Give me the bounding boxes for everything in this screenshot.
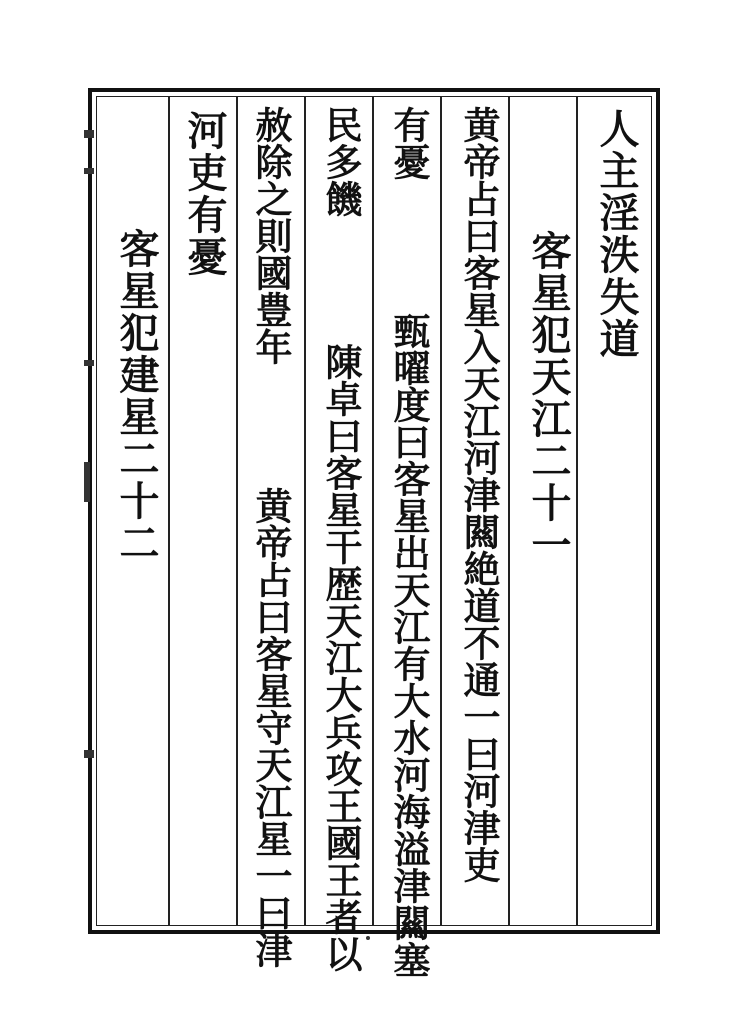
column-text: 黄帝占曰客星守天江星一曰津	[249, 487, 293, 968]
column-rule	[508, 97, 510, 925]
column-rule	[236, 97, 238, 925]
ink-dot	[366, 936, 370, 940]
section-heading-1	[525, 230, 572, 566]
text-column-7	[181, 110, 228, 278]
text-column-1	[593, 108, 640, 360]
column-text: 赦除之則國豊年	[249, 106, 293, 365]
column-text: 有憂	[387, 106, 431, 180]
gutter-mark	[84, 168, 94, 174]
column-text: 河吏有憂	[181, 110, 228, 278]
gutter-mark	[84, 462, 90, 502]
column-rule	[304, 97, 306, 925]
column-rule	[440, 97, 442, 925]
column-text: 客星犯建星二十二	[113, 228, 160, 564]
column-rule	[576, 97, 578, 925]
section-heading-2	[113, 228, 160, 564]
text-column-4	[387, 106, 431, 978]
column-text: 黄帝占曰客星入天江河津闗絶道不通一曰河津吏	[457, 106, 501, 883]
text-column-5	[319, 106, 363, 972]
column-rule	[372, 97, 374, 925]
column-text: 人主淫泆失道	[593, 108, 640, 360]
column-rule	[168, 97, 170, 925]
text-column-3	[457, 106, 501, 883]
gutter-mark	[84, 750, 94, 758]
text-column-6	[249, 106, 293, 968]
gutter-mark	[84, 130, 94, 138]
column-text: 甄曜度曰客星出天江有大水河海溢津闗塞	[387, 312, 431, 978]
column-text: 客星犯天江二十一	[525, 230, 572, 566]
gutter-mark	[84, 360, 94, 366]
column-text: 民多饑	[319, 106, 363, 217]
column-text: 陳卓曰客星干歴天江大兵攻王國王者以	[319, 343, 363, 972]
